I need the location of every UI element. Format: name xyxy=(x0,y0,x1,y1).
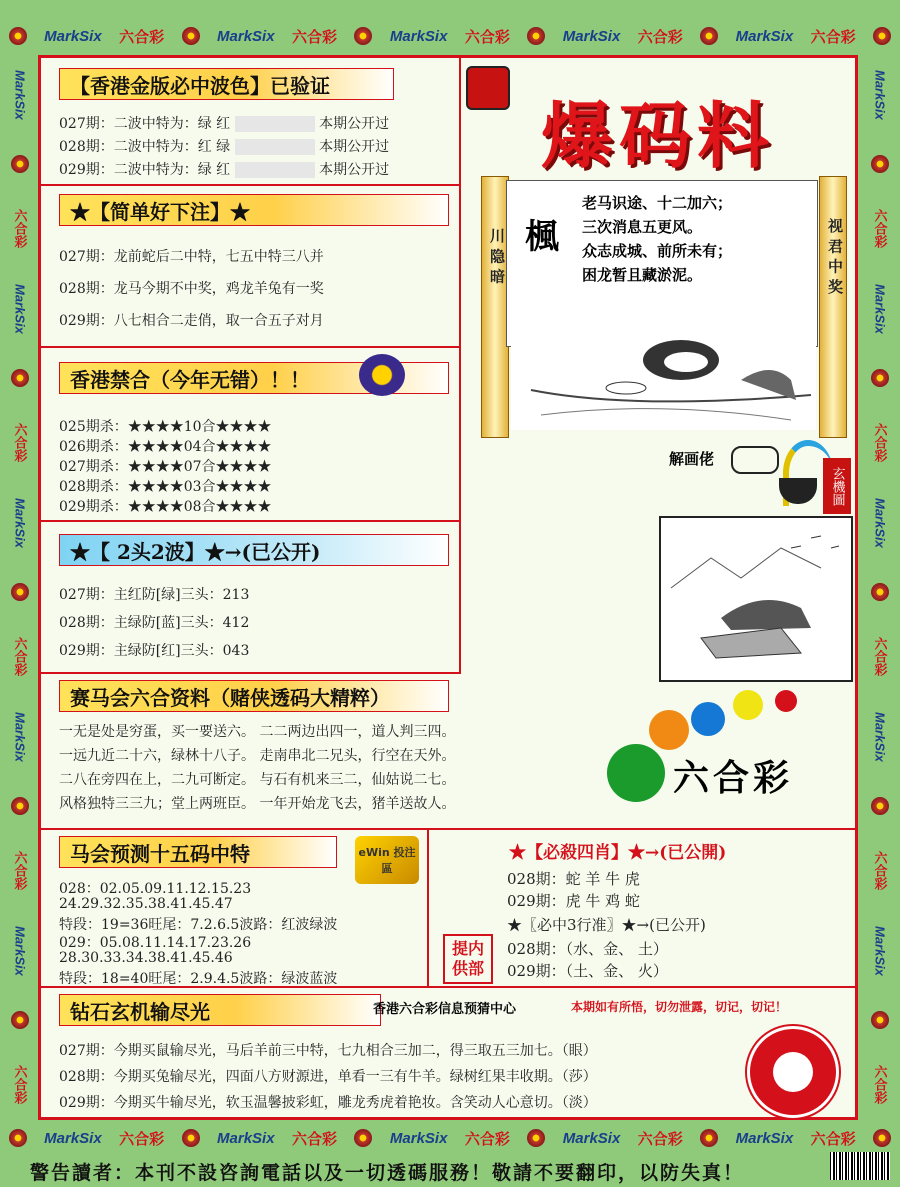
result-row: 028期：龙马今期不中奖，鸡龙羊兔有一奖 xyxy=(59,281,324,297)
row-text: 027期：二波中特为：绿 红 xyxy=(59,116,231,132)
brand-text: MarkSix xyxy=(217,27,275,45)
mark-text: 六合彩 xyxy=(872,209,888,249)
masked-area xyxy=(235,116,315,132)
warning-bar: 警告讀者：本刊不設咨詢電話以及一切透碼服務！敬請不要翻印，以防失真！ xyxy=(30,1162,745,1184)
flower-icon xyxy=(9,27,27,45)
code-line: 029：05.08.11.14.17.23.26 xyxy=(59,935,252,951)
result-row: 028期杀：★★★★03合★★★★ xyxy=(59,479,272,495)
xuanji-seal: 玄機圖 xyxy=(823,458,851,514)
flower-icon xyxy=(871,369,889,387)
ox-illustration xyxy=(511,320,816,430)
solver-label: 解画佬 xyxy=(669,450,715,468)
flower-icon xyxy=(11,797,29,815)
flower-icon xyxy=(11,583,29,601)
yellow-ball-icon xyxy=(733,690,763,720)
flower-icon xyxy=(873,27,891,45)
row-suffix: 本期公开过 xyxy=(319,116,390,132)
flower-icon xyxy=(182,27,200,45)
panel-horse-club xyxy=(41,674,855,830)
bottom-border-strip xyxy=(0,1122,900,1154)
riddle-row: 028期：今期买兔输尽光，四面八方财源进，单看一三有牛羊。绿树红果丰收期。（莎） xyxy=(59,1069,597,1085)
bauhinia-emblem-icon xyxy=(747,1026,839,1118)
mark-text: 六合彩 xyxy=(637,1130,683,1148)
result-row: 028期：主绿防[蓝]三头：412 xyxy=(59,615,250,631)
flower-icon xyxy=(871,1011,889,1029)
row-text: 029期：二波中特为：绿 红 xyxy=(59,162,231,178)
result-row: 027期：主红防[绿]三头：213 xyxy=(59,587,250,603)
kill-row: 029期：（土、金、 火） xyxy=(507,962,668,980)
flower-icon xyxy=(873,1129,891,1147)
mark-text: 六合彩 xyxy=(12,209,28,249)
emblem-icon xyxy=(359,354,405,396)
main-sheet xyxy=(38,55,858,1120)
mark-text: 六合彩 xyxy=(464,28,510,46)
result-row: 027期：龙前蛇后二中特，七五中特三八并 xyxy=(59,249,324,265)
brand-text: MarkSix xyxy=(389,1129,448,1147)
panel-banned-combo xyxy=(41,348,461,522)
masked-area xyxy=(235,139,315,155)
flower-icon xyxy=(871,797,889,815)
brand-text: MarkSix xyxy=(735,27,794,45)
brand-text: MarkSix xyxy=(562,1129,621,1147)
kill-row: 028期：蛇 羊 牛 虎 xyxy=(507,870,640,888)
brand-text: MarkSix xyxy=(562,27,621,45)
brand-text: MarkSix xyxy=(12,69,28,120)
flower-icon xyxy=(527,1129,545,1147)
code-line: 特段：19=36旺尾：7.2.6.5波路：红波绿波 xyxy=(59,917,338,933)
flower-icon xyxy=(700,1129,718,1147)
mark-text: 六合彩 xyxy=(12,637,28,677)
brand-text: MarkSix xyxy=(735,1129,794,1147)
boxing-glove-icon xyxy=(466,66,510,110)
panel-title: 香港禁合（今年无错）！！ xyxy=(59,362,449,394)
code-line: 028：02.05.09.11.12.15.23 xyxy=(59,881,252,897)
kill-row: 028期：（水、金、 土） xyxy=(507,940,668,958)
flower-icon xyxy=(11,155,29,173)
riddle-row: 029期：今期买牛输尽光，软玉温馨披彩虹，雕龙秀虎着艳妆。含笑动人心意切。（淡） xyxy=(59,1095,597,1111)
right-roll-text: 视 君 中 奖 xyxy=(826,218,844,294)
verse-line: 风格独特三三九；堂上两班臣。 一年开始龙飞去，猪羊送故人。 xyxy=(59,796,456,812)
flower-icon xyxy=(11,369,29,387)
brand-text: MarkSix xyxy=(12,711,28,762)
result-row: 027期杀：★★★★07合★★★★ xyxy=(59,459,272,475)
result-row xyxy=(59,136,389,156)
panel-title: 【香港金版必中波色】已验证 xyxy=(59,68,394,100)
panel-title: ★【 2头2波】★→(已公开) xyxy=(59,534,449,566)
verse-block xyxy=(59,720,455,816)
brand-text: MarkSix xyxy=(872,925,888,976)
panel-waveColor xyxy=(41,58,461,186)
mark-text: 六合彩 xyxy=(810,1130,856,1148)
result-row: 029期杀：★★★★08合★★★★ xyxy=(59,499,272,515)
poem-line: 老马识途、十二加六； xyxy=(582,194,733,212)
green-ball-icon xyxy=(607,744,665,802)
flower-icon xyxy=(354,1129,372,1147)
notice-text: 本期如有所悟，切勿泄露，切记，切记！ xyxy=(571,1000,788,1014)
brand-text: MarkSix xyxy=(44,1129,102,1147)
mark-text: 六合彩 xyxy=(12,1065,28,1105)
poem-line: 众志成城、前所未有； xyxy=(582,242,733,260)
brand-text: MarkSix xyxy=(217,1129,275,1147)
panel-two-heads xyxy=(41,522,461,674)
right-border-strip xyxy=(864,52,896,1122)
mark-text: 六合彩 xyxy=(872,637,888,677)
barcode-icon xyxy=(830,1152,890,1180)
right-scroll-roll xyxy=(819,176,847,438)
result-row xyxy=(59,113,389,133)
brand-text: MarkSix xyxy=(872,711,888,762)
mark-text: 六合彩 xyxy=(872,1065,888,1105)
mark-text: 六合彩 xyxy=(810,28,856,46)
riddle-row: 027期：今期买鼠输尽光，马后羊前三中特，七九相合三加二，得三取五三加七。（眼） xyxy=(59,1043,597,1059)
red-ball-icon xyxy=(775,690,797,712)
panel-title: 赛马会六合资料（赌侠透码大精粹） xyxy=(59,680,449,712)
panel-kill-four xyxy=(429,830,855,988)
panel-title: ★【简单好下注】★ xyxy=(59,194,449,226)
mark-text: 六合彩 xyxy=(872,423,888,463)
mark-text: 六合彩 xyxy=(292,1130,338,1148)
orange-ball-icon xyxy=(649,710,689,750)
result-row: 029期：主绿防[红]三头：043 xyxy=(59,643,250,659)
row-suffix: 本期公开过 xyxy=(319,162,390,178)
flower-icon xyxy=(871,155,889,173)
mark-text: 六合彩 xyxy=(119,1130,165,1148)
blue-ball-icon xyxy=(691,702,725,736)
center-name: 香港六合彩信息预猜中心 xyxy=(373,1002,517,1017)
lhc-logo-text: 六合彩 xyxy=(673,757,794,799)
pointing-hand-icon xyxy=(731,446,779,474)
masked-area xyxy=(235,162,315,178)
brand-text: MarkSix xyxy=(389,27,448,45)
top-border-strip xyxy=(0,20,900,52)
result-row xyxy=(59,159,389,179)
mark-text: 六合彩 xyxy=(872,851,888,891)
left-roll-text: 川 隐 暗 xyxy=(488,228,506,284)
verse-line: 二八在旁四在上，二九可断定。 与石有机来三二，仙姑说二七。 xyxy=(59,772,456,788)
row-text: 028期：二波中特为：红 绿 xyxy=(59,139,231,155)
flower-icon xyxy=(9,1129,27,1147)
ewin-badge: eWin 投注區 xyxy=(355,836,419,884)
poem-lines xyxy=(582,191,732,287)
poem-char: 楓 xyxy=(525,217,559,257)
verse-line: 一无是处是穷蛋，买一要送六。 二二两边出四一，道人判三四。 xyxy=(59,724,456,740)
code-line: 24.29.32.35.38.41.45.47 xyxy=(59,896,233,912)
mark-text: 六合彩 xyxy=(12,423,28,463)
brand-text: MarkSix xyxy=(872,69,888,120)
brand-text: MarkSix xyxy=(44,27,102,45)
panel-title: 马会预测十五码中特 xyxy=(59,836,337,868)
poem-line: 三次消息五更风。 xyxy=(582,218,703,236)
mark-text: 六合彩 xyxy=(637,28,683,46)
flower-icon xyxy=(527,27,545,45)
code-line: 特段：18=40旺尾：2.9.4.5波路：绿波蓝波 xyxy=(59,971,338,987)
mark-text: 六合彩 xyxy=(292,28,338,46)
panel-15-codes xyxy=(41,830,429,988)
panel-title: ★【必殺四肖】★→(已公開) xyxy=(509,843,727,863)
panel-simple-bet xyxy=(41,186,461,348)
result-row: 029期：八七相合二走俏，取一合五子对月 xyxy=(59,313,324,329)
poster-title: 爆码料 xyxy=(541,93,776,178)
ox-drawing xyxy=(511,320,816,430)
brand-text: MarkSix xyxy=(872,497,888,548)
sub-title: ★〖必中3行准〗★→(已公开) xyxy=(507,916,706,934)
verse-line: 一远九近二十六，绿林十八子。 走南串北二兄头，行空在天外。 xyxy=(59,748,456,764)
mark-text: 六合彩 xyxy=(12,851,28,891)
kill-row: 029期：虎 牛 鸡 蛇 xyxy=(507,892,640,910)
brand-text: MarkSix xyxy=(12,925,28,976)
wolf-illustration xyxy=(661,518,847,676)
flower-icon xyxy=(871,583,889,601)
mark-text: 六合彩 xyxy=(119,28,165,46)
left-border-strip xyxy=(4,52,36,1122)
code-line: 28.30.33.34.38.41.45.46 xyxy=(59,950,233,966)
flower-icon xyxy=(11,1011,29,1029)
poem-line: 困龙暂且藏淤泥。 xyxy=(582,266,703,284)
brand-text: MarkSix xyxy=(12,283,28,334)
left-scroll-roll xyxy=(481,176,509,438)
panel-title: 钻石玄机输尽光 xyxy=(59,994,381,1026)
wolf-drawing xyxy=(659,516,853,682)
flower-icon xyxy=(700,27,718,45)
brand-text: MarkSix xyxy=(12,497,28,548)
brand-text: MarkSix xyxy=(872,283,888,334)
flower-icon xyxy=(182,1129,200,1147)
panel-diamond xyxy=(41,988,855,1120)
result-row: 025期杀：★★★★10合★★★★ xyxy=(59,419,272,435)
mark-text: 六合彩 xyxy=(464,1130,510,1148)
flower-icon xyxy=(354,27,372,45)
result-row: 026期杀：★★★★04合★★★★ xyxy=(59,439,272,455)
row-suffix: 本期公开过 xyxy=(319,139,390,155)
internal-stamp: 提内供部 xyxy=(443,934,493,984)
